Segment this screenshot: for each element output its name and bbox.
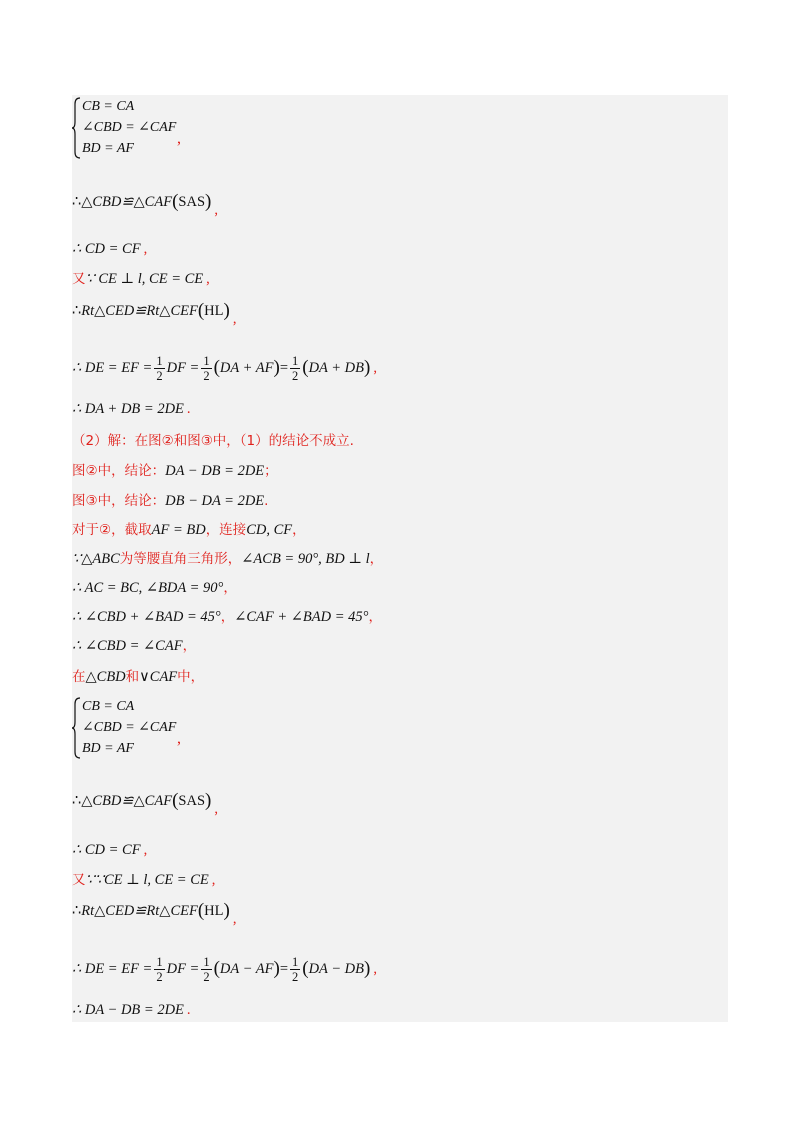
triangle-intro-line: 在△CBD和∨CAF中，: [72, 669, 205, 685]
congruence-line-2: ∴△CBD≌△CAF(SAS) ,: [72, 790, 218, 817]
equation-line: ∴ DA − DB = 2DE .: [72, 1002, 191, 1018]
trailing-comma: ,: [177, 730, 181, 747]
left-brace-icon: [72, 696, 82, 760]
congruence-line-1: ∴△CBD≌△CAF(SAS) ,: [72, 191, 218, 218]
part-two-heading: （2）解：在图②和图③中，（1）的结论不成立.: [72, 433, 354, 449]
equation-line: ∴ CD = CF ,: [72, 842, 148, 858]
system-row: ∠CBD = ∠CAF: [82, 120, 177, 135]
system-row: BD = AF: [82, 741, 134, 756]
system-row: CB = CA: [82, 99, 135, 114]
given-line: ∵△ABC为等腰直角三角形，∠ACB = 90°, BD ⊥ l，: [72, 551, 384, 567]
equation-line: ∴ CD = CF ,: [72, 241, 148, 257]
equation-line: ∴ DA + DB = 2DE .: [72, 401, 191, 417]
system-row: BD = AF: [82, 141, 134, 156]
equation-system-1: [72, 96, 202, 160]
conclusion-line: 图②中，结论：DA − DB = 2DE；: [72, 463, 278, 479]
congruence-line-hl-2: ∴Rt△CED≌Rt△CEF(HL) ,: [72, 900, 237, 927]
system-row: ∠CBD = ∠CAF: [82, 720, 177, 735]
left-brace-icon: [72, 96, 82, 160]
fraction-equation-line: ∴ DE = EF = $\frac{1}{2}$ DF = $\frac{1}{2}$ (DA − AF)= $\frac{1}{2}$ (DA − DB) ,: [72, 955, 377, 984]
equation-system-2: [72, 696, 202, 760]
trailing-comma: ,: [177, 130, 181, 147]
equation-line: ∴ AC = BC, ∠BDA = 90°，: [72, 580, 237, 596]
equation-line: ∴ ∠CBD = ∠CAF，: [72, 638, 197, 654]
fraction-equation-line: ∴ DE = EF = $\frac{1}{2}$ DF = $\frac{1}{2}$ (DA + AF)= $\frac{1}{2}$ (DA + DB) ,: [72, 354, 377, 383]
conclusion-line: 图③中，结论：DB − DA = 2DE.: [72, 493, 269, 509]
equation-line: 又∵ CE ⊥ l, CE = CE ,: [72, 271, 210, 287]
equation-line: 又∵∵CE ⊥ l, CE = CE ,: [72, 872, 216, 888]
construction-line: 对于②，截取AF = BD，连接CD, CF，: [72, 522, 306, 538]
equation-line: ∴ ∠CBD + ∠BAD = 45°，∠CAF + ∠BAD = 45°，: [72, 609, 382, 625]
system-row: CB = CA: [82, 699, 135, 714]
congruence-line-hl: ∴Rt△CED≌Rt△CEF(HL) ,: [72, 300, 237, 327]
